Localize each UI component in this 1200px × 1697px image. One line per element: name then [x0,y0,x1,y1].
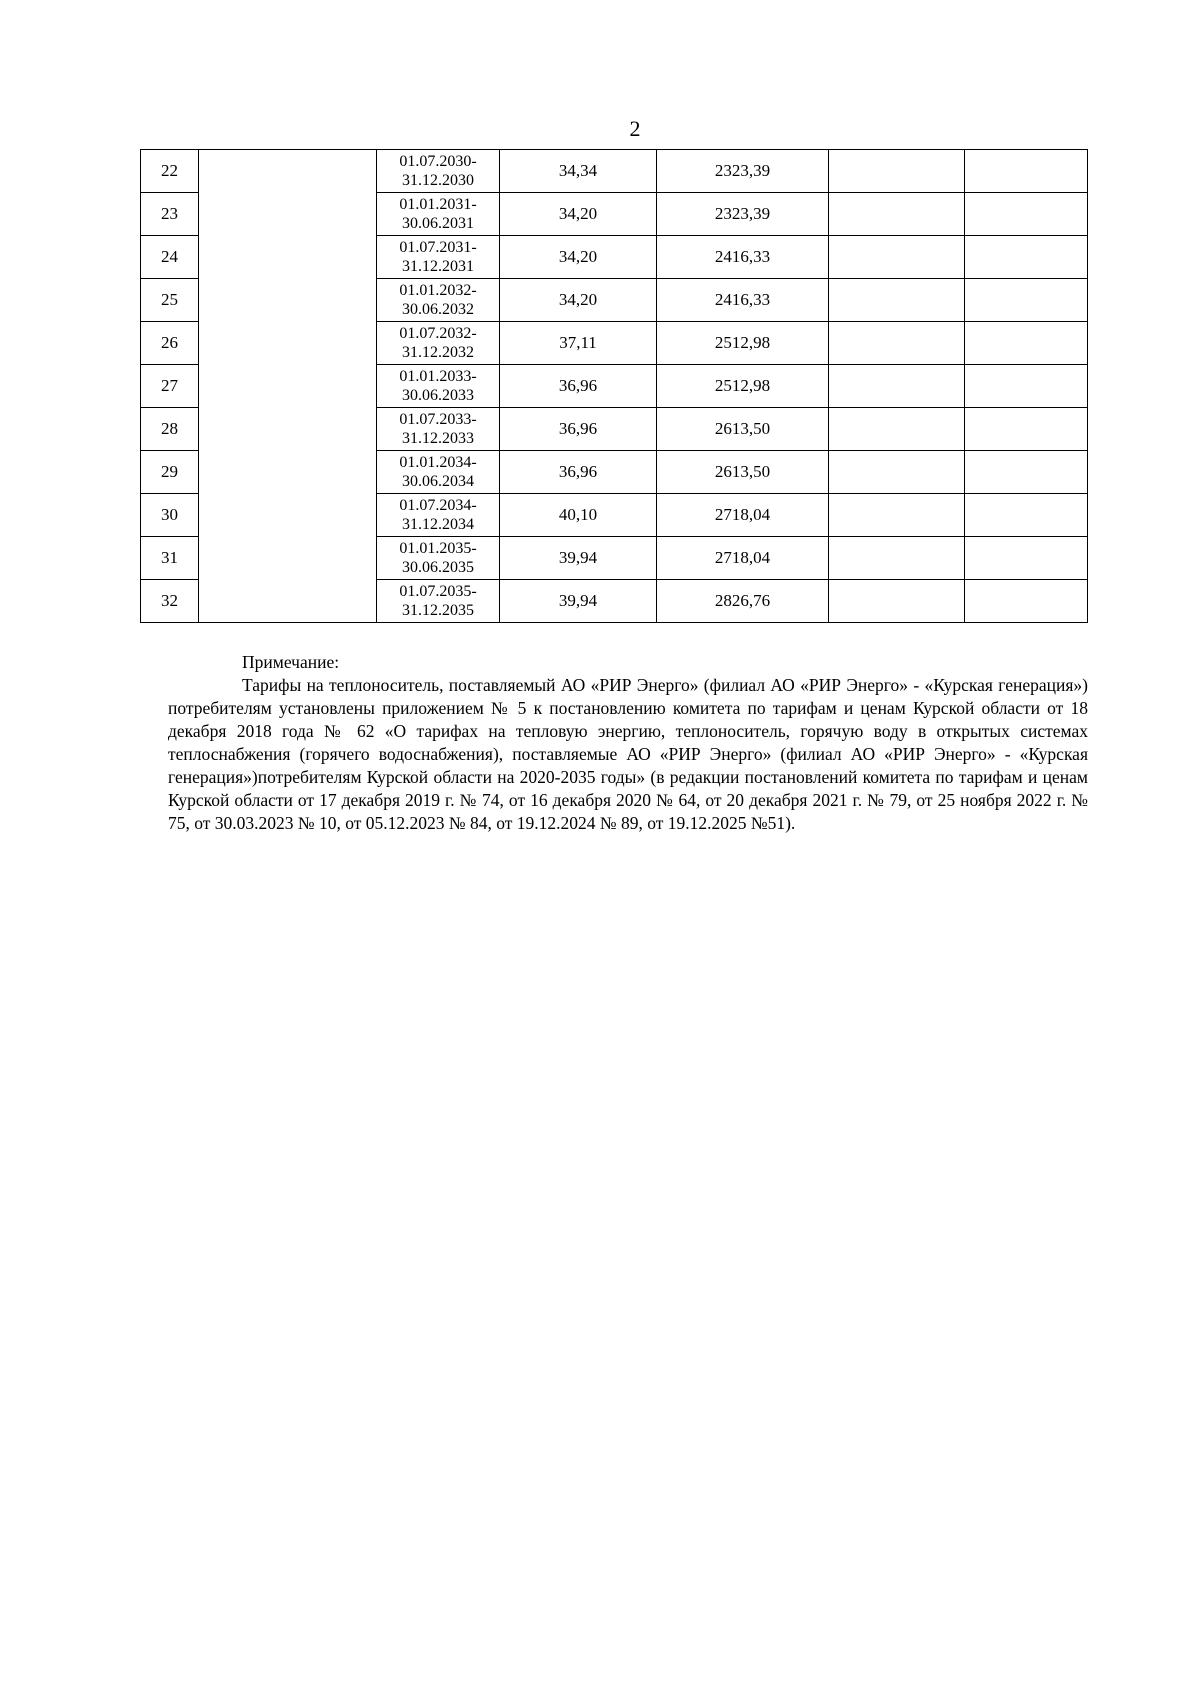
period-end: 31.12.2030 [402,172,474,189]
value1-cell [500,451,657,494]
period-cell [377,322,500,365]
period-end: 31.12.2032 [402,344,474,361]
empty-cell [829,236,965,279]
row-number-cell [141,451,199,494]
value2: 2416,33 [714,247,771,266]
period-start: 01.01.2033- [399,368,477,385]
value2-cell [657,236,829,279]
period-cell [377,236,500,279]
value1-cell [500,193,657,236]
value1: 40,10 [558,505,598,524]
row-number-cell [141,408,199,451]
organization-cell [199,580,377,623]
value2-cell [657,408,829,451]
table-row [141,494,1088,537]
empty-cell [829,322,965,365]
period-start: 01.07.2032- [399,325,477,342]
empty-cell [965,322,1088,365]
value2-cell [657,580,829,623]
table-row [141,150,1088,193]
period-start: 01.01.2035- [399,540,477,557]
value2: 2613,50 [714,462,771,481]
empty-cell [965,150,1088,193]
period-cell [377,494,500,537]
organization-cell [199,150,377,193]
value1-cell [500,236,657,279]
period-end: 30.06.2034 [402,473,474,490]
period-start: 01.07.2033- [399,411,477,428]
row-number: 29 [161,462,178,481]
period-end: 30.06.2033 [402,387,474,404]
table-row [141,279,1088,322]
organization-cell [199,494,377,537]
organization-cell [199,236,377,279]
period-cell [377,451,500,494]
row-number: 22 [161,161,178,180]
period-end: 31.12.2035 [402,602,474,619]
table-row [141,365,1088,408]
empty-cell [965,279,1088,322]
value1: 36,96 [558,376,598,395]
value2: 2613,50 [714,419,771,438]
empty-cell [965,193,1088,236]
period-end: 30.06.2032 [402,301,474,318]
row-number-cell [141,150,199,193]
period-cell [377,193,500,236]
empty-cell [829,494,965,537]
value1: 36,96 [558,462,598,481]
value1: 37,11 [559,333,597,352]
note-section [168,651,1088,835]
row-number-cell [141,580,199,623]
value2-cell [657,150,829,193]
value2-cell [657,322,829,365]
period-start: 01.07.2031- [399,239,477,256]
empty-cell [829,580,965,623]
value1-cell [500,279,657,322]
organization-cell [199,537,377,580]
value1: 39,94 [558,591,598,610]
row-number: 23 [161,204,178,223]
table-row [141,451,1088,494]
value2-cell [657,451,829,494]
value2-cell [657,279,829,322]
row-number-cell [141,494,199,537]
value2-cell [657,193,829,236]
row-number-cell [141,236,199,279]
page-number: 2 [629,116,641,141]
row-number: 32 [161,591,178,610]
row-number: 25 [161,290,178,309]
empty-cell [829,537,965,580]
row-number: 30 [161,505,178,524]
empty-cell [965,494,1088,537]
value1-cell [500,150,657,193]
organization-cell [199,408,377,451]
row-number-cell [141,279,199,322]
organization-cell [199,279,377,322]
row-number-cell [141,193,199,236]
value2-cell [657,537,829,580]
period-cell [377,408,500,451]
period-start: 01.01.2032- [399,282,477,299]
value2: 2826,76 [714,591,771,610]
value2: 2512,98 [714,376,771,395]
value1-cell [500,537,657,580]
period-start: 01.01.2031- [399,196,477,213]
value1-cell [500,365,657,408]
period-cell [377,279,500,322]
period-start: 01.07.2034- [399,497,477,514]
row-number-cell [141,365,199,408]
value1-cell [500,408,657,451]
empty-cell [965,451,1088,494]
row-number: 26 [161,333,178,352]
period-end: 31.12.2031 [402,258,474,275]
value2: 2512,98 [714,333,771,352]
empty-cell [829,451,965,494]
row-number: 31 [161,548,178,567]
note-body: Тарифы на теплоноситель, поставляемый АО «РИР Энерго» (филиал АО «РИР Энерго» - «Курская генерация») потребителям установлены приложением № 5 к постановлению комитета по тарифам и ценам Курской области от 18 декабря 2018 года № 62 «О тарифах на тепловую энергию, теплоноситель, горячую воду в открытых системах теплоснабжения (горячего водоснабжения), поставляемые АО «РИР Энерго» (филиал АО «РИР Энерго» - «Курская генерация»)потребителям Курской области на 2020-2035 годы» (в редакции постановлений комитета по тарифам и ценам Курской области от 17 декабря 2019 г. № 74, от 16 декабря 2020 № 64, от 20 декабря 2021 г. № 79, от 25 ноября 2022 г. № 75, от 30.03.2023 № 10, от 05.12.2023 № 84, от 19.12.2024 № 89, от 19.12.2025 №51). [168,675,1088,833]
row-number-cell [141,322,199,365]
empty-cell [829,408,965,451]
table-row [141,322,1088,365]
table-row [141,236,1088,279]
organization-cell [199,322,377,365]
table-row [141,537,1088,580]
row-number: 24 [161,247,178,266]
period-end: 31.12.2033 [402,430,474,447]
table-row [141,193,1088,236]
period-end: 30.06.2031 [402,215,474,232]
table-row [141,408,1088,451]
value2: 2718,04 [714,548,771,567]
note-title: Примечание: [242,652,340,672]
empty-cell [829,150,965,193]
empty-cell [829,365,965,408]
period-cell [377,537,500,580]
empty-cell [965,537,1088,580]
empty-cell [965,408,1088,451]
organization-cell [199,451,377,494]
row-number: 27 [161,376,178,395]
period-cell [377,150,500,193]
tariff-table [140,149,1088,623]
value1: 34,34 [558,161,598,180]
period-cell [377,365,500,408]
value2: 2323,39 [714,204,771,223]
empty-cell [965,236,1088,279]
empty-cell [965,580,1088,623]
value2-cell [657,494,829,537]
period-cell [377,580,500,623]
value1: 34,20 [558,290,598,309]
row-number-cell [141,537,199,580]
value1-cell [500,580,657,623]
value1: 39,94 [558,548,598,567]
value2: 2718,04 [714,505,771,524]
organization-cell [199,193,377,236]
value1-cell [500,494,657,537]
value1: 34,20 [558,247,598,266]
table-row [141,580,1088,623]
organization-cell [199,365,377,408]
empty-cell [965,365,1088,408]
row-number: 28 [161,419,178,438]
value2-cell [657,365,829,408]
period-end: 31.12.2034 [402,516,474,533]
period-start: 01.07.2035- [399,583,477,600]
empty-cell [829,193,965,236]
value1: 36,96 [558,419,598,438]
value2: 2323,39 [714,161,771,180]
empty-cell [829,279,965,322]
period-end: 30.06.2035 [402,559,474,576]
value2: 2416,33 [714,290,771,309]
value1: 34,20 [558,204,598,223]
period-start: 01.07.2030- [399,153,477,170]
value1-cell [500,322,657,365]
period-start: 01.01.2034- [399,454,477,471]
